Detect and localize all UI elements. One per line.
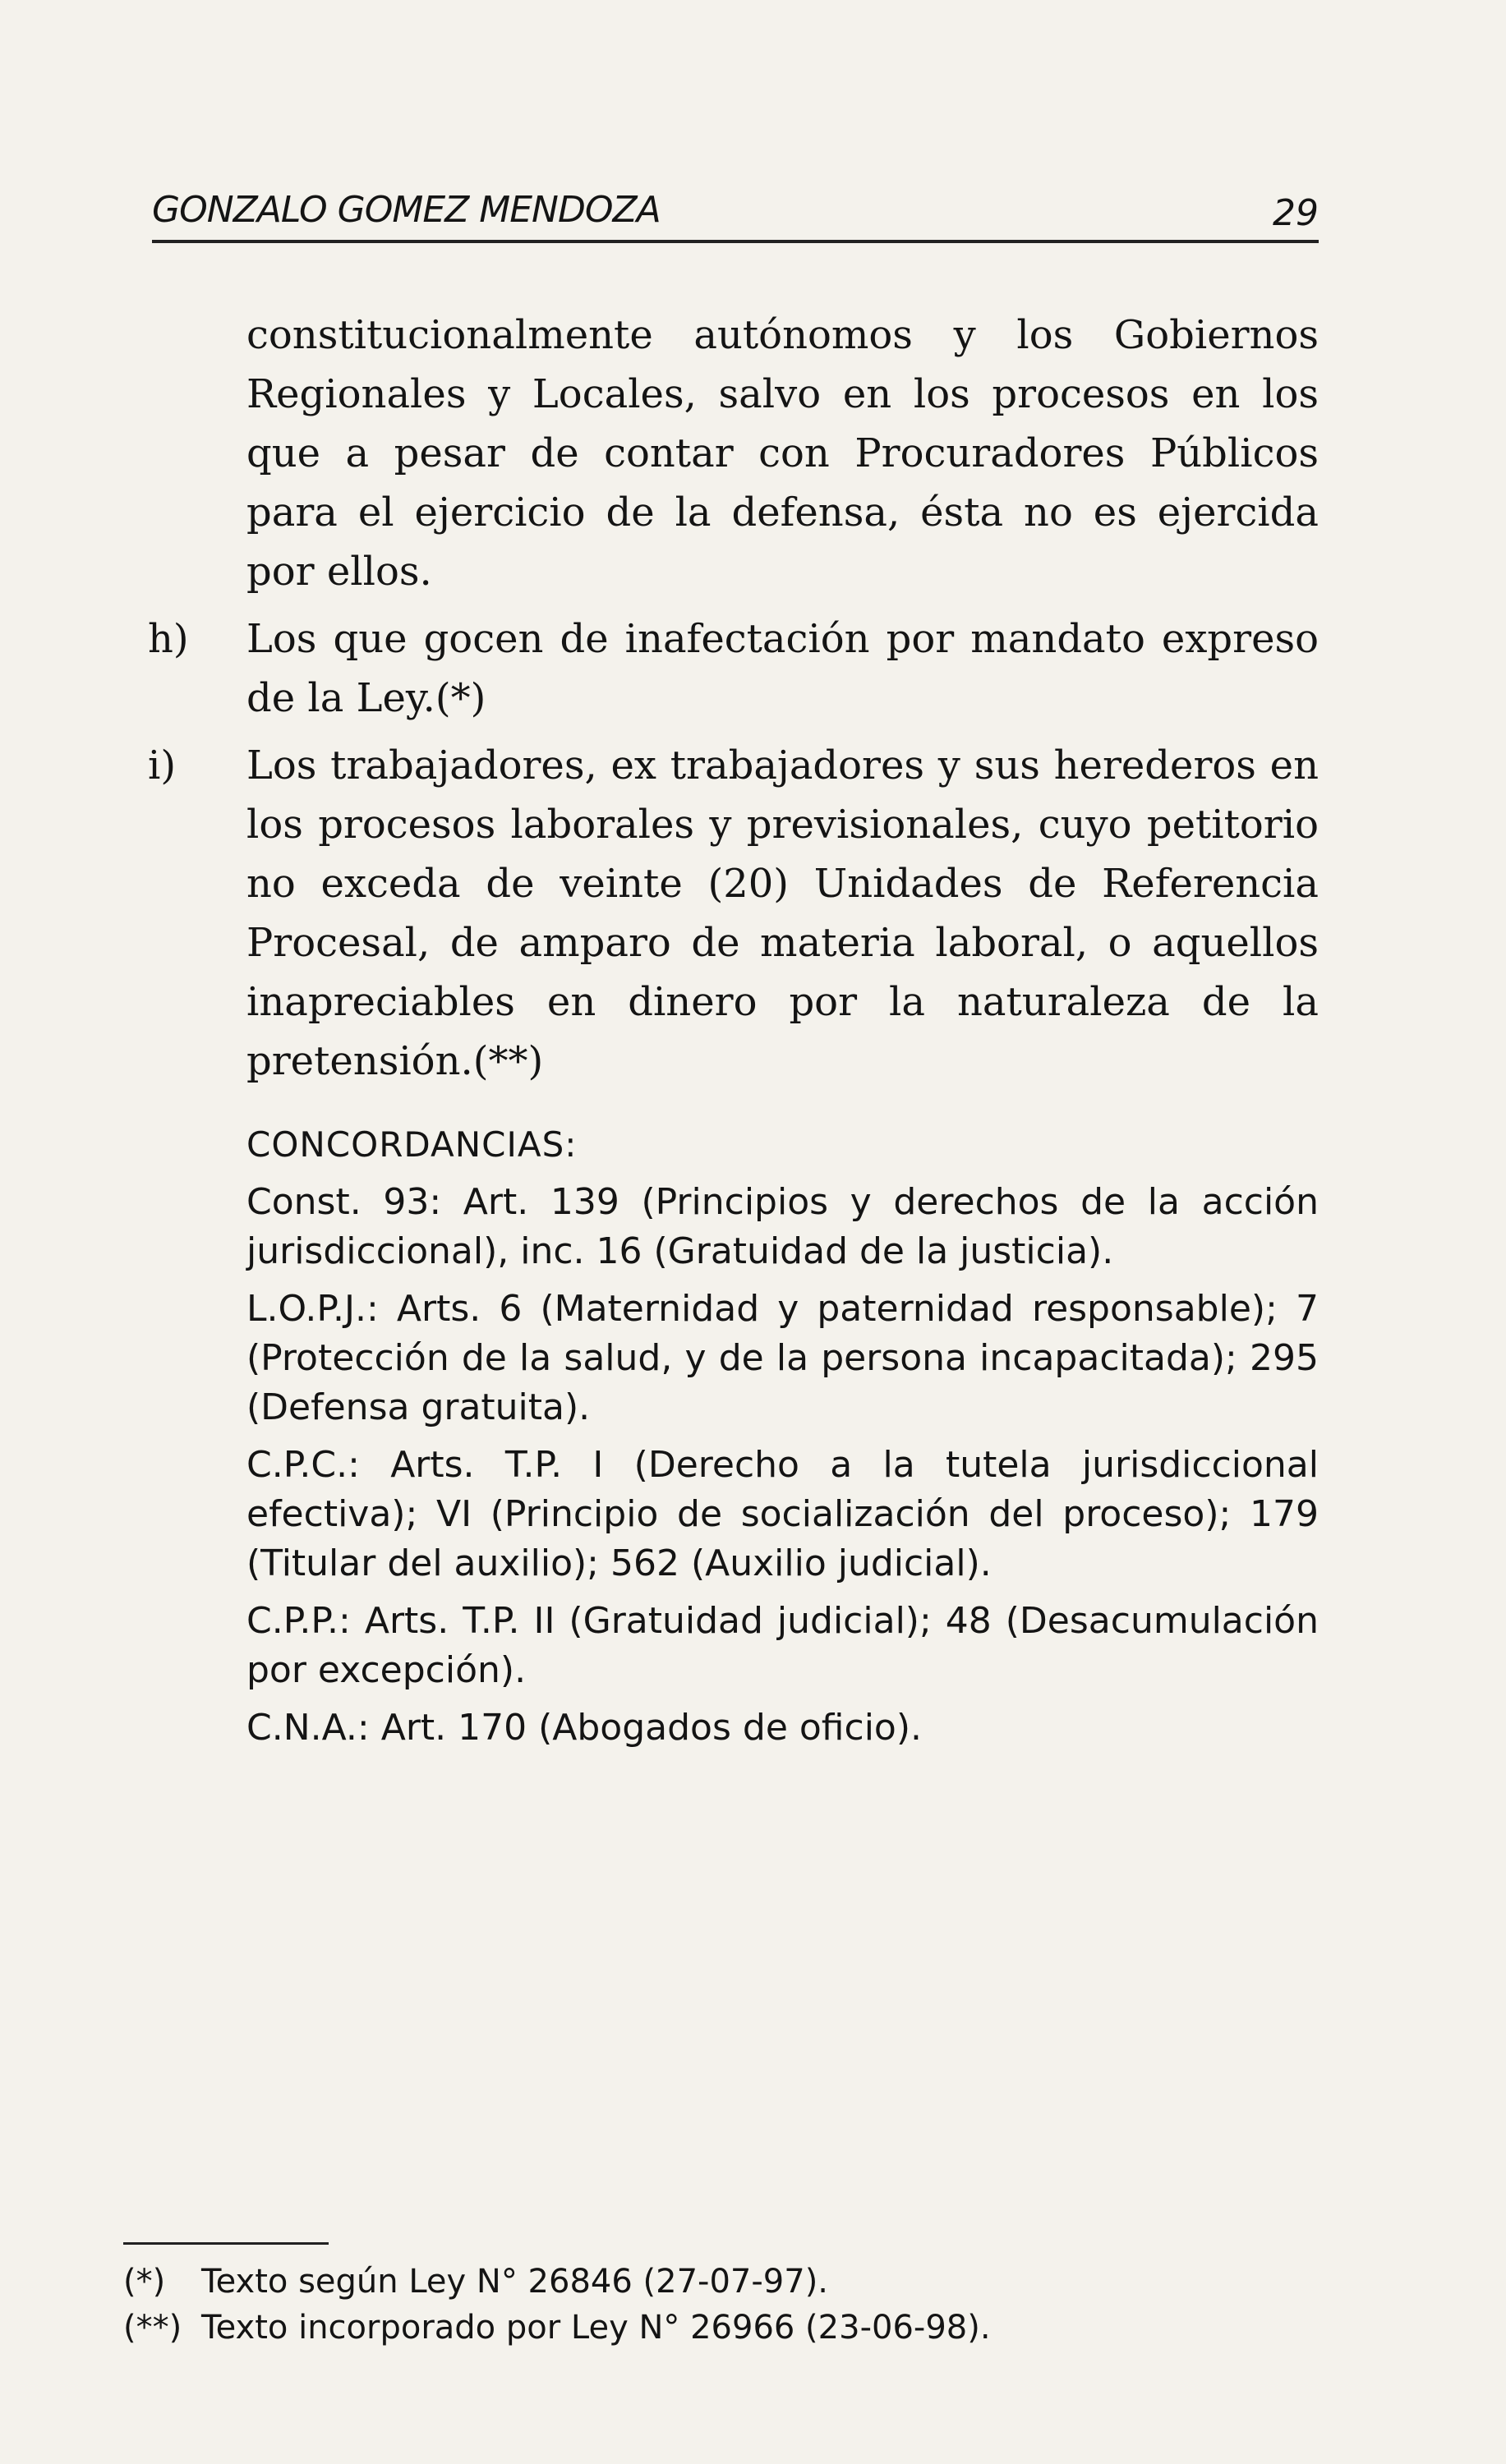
page-number: 29 [1273,192,1319,234]
concordancia-ref: Const. 93: Art. 139 (Principios y derechos de la acción jurisdiccional), inc. 16 (Gratuidad de la justicia). [246,1181,1319,1272]
footnote-mark: (**) [123,2309,182,2347]
footnote-text: Texto según Ley N° 26846 (27-07-97). [201,2263,829,2301]
footnote-text: Texto incorporado por Ley N° 26966 (23-06-98). [201,2309,991,2347]
item-text: Los trabajadores, ex trabajadores y sus herederos en los procesos laborales y previsionales, cuyo petitorio no exceda de veinte (20) Unidades de Referencia Procesal, de amparo de materia laboral, o aquellos inapreciables en dinero por la naturaleza de la pretensión.(**) [246,742,1319,1084]
continuation-paragraph: constitucionalmente autónomos y los Gobiernos Regionales y Locales, salvo en los procesos en los que a pesar de contar con Procuradores Públicos para el ejercicio de la defensa, ésta no es ejercida por ellos. [246,312,1319,595]
item-label: i) [148,742,177,788]
concordancias-title: CONCORDANCIAS: [246,1124,578,1165]
footnote [123,2305,1273,2351]
concordancia-ref: C.N.A.: Art. 170 (Abogados de oficio). [246,1707,922,1749]
list-item-i [148,736,1319,1091]
concordancia-ref: L.O.P.J.: Arts. 6 (Maternidad y paternidad responsable); 7 (Protección de la salud, y de la persona incapacitada); 295 (Defensa gratuita). [246,1288,1319,1428]
concordancia-ref: C.P.P.: Arts. T.P. II (Gratuidad judicial); 48 (Desacumulación por excepción). [246,1600,1319,1691]
footnote-mark: (*) [123,2263,166,2301]
item-label: h) [148,616,189,662]
footnote-divider [123,2242,329,2245]
footnote [123,2259,1273,2305]
footnotes [123,2259,1273,2351]
running-header [152,182,1319,243]
item-text: Los que gocen de inafectación por mandato expreso de la Ley.(*) [246,616,1319,721]
main-text [148,306,1319,1753]
concordancia-ref: C.P.C.: Arts. T.P. I (Derecho a la tutela jurisdiccional efectiva); VI (Principio de socialización del proceso); 179 (Titular del auxilio); 562 (Auxilio judicial). [246,1444,1319,1584]
header-author: GONZALO GOMEZ MENDOZA [152,189,661,231]
list-item-h [148,609,1319,728]
